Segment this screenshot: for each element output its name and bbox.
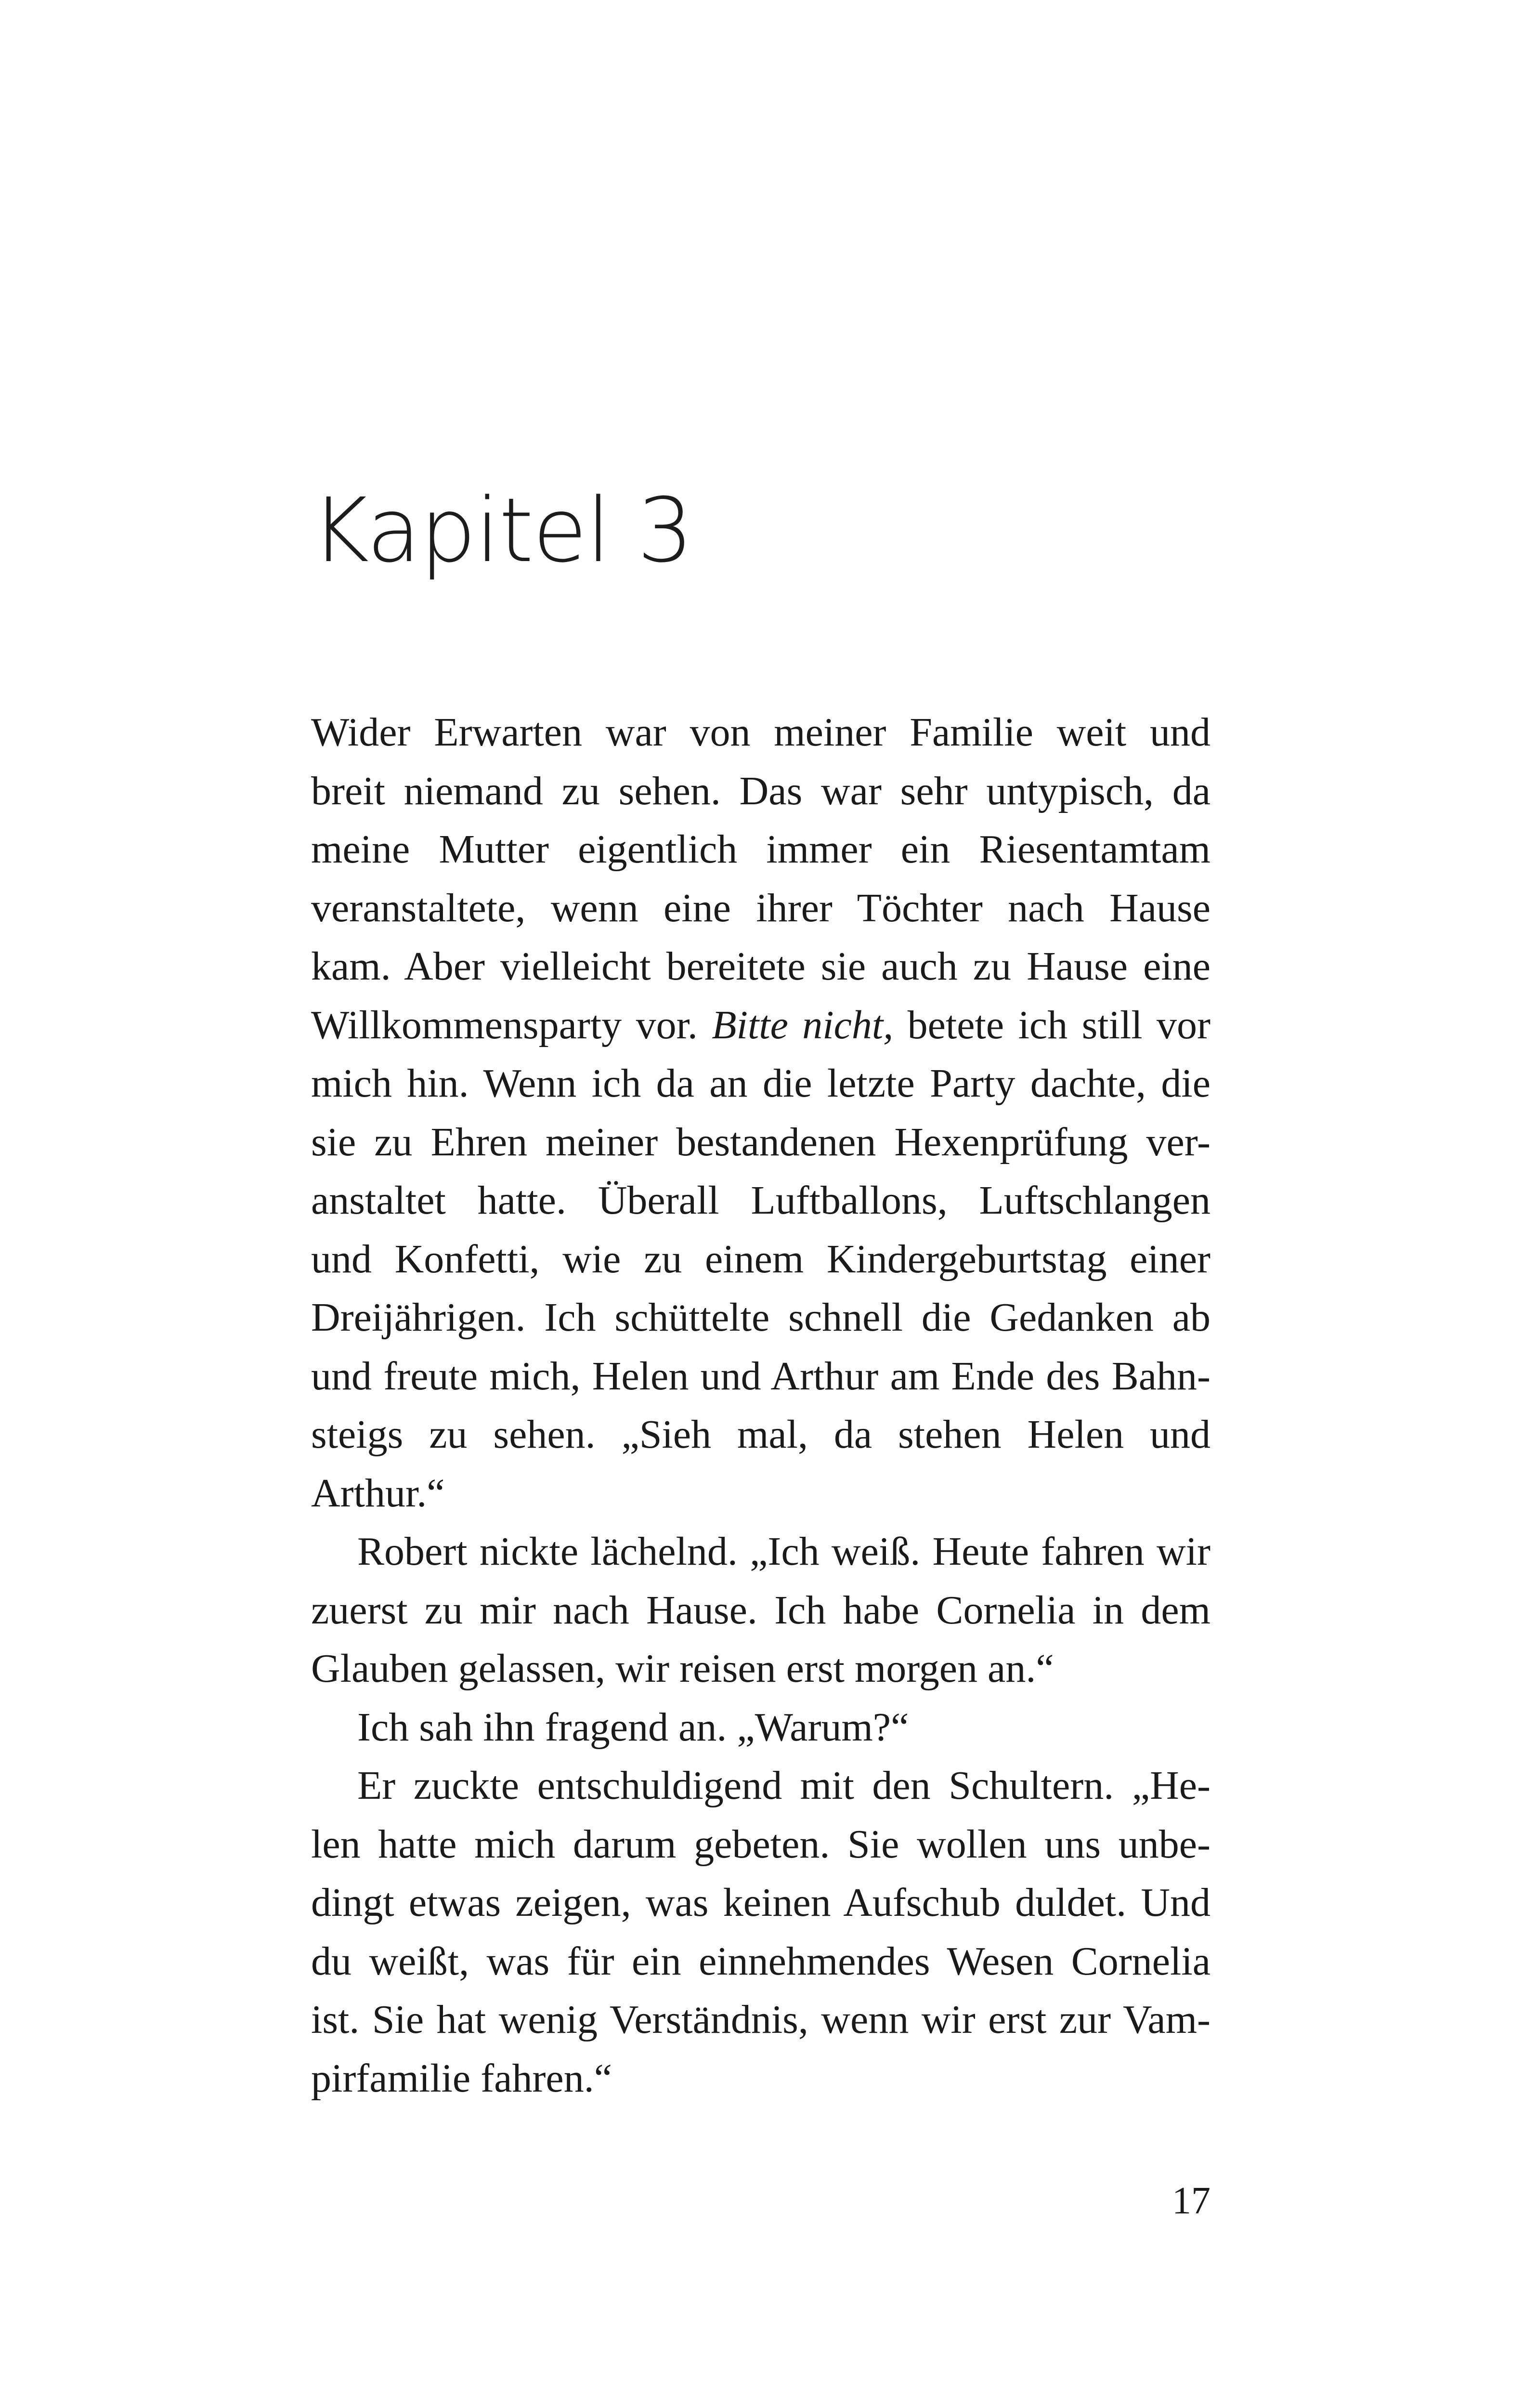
paragraph-4 [311,1756,1211,2107]
paragraph-2 [311,1522,1211,1698]
paragraph-3 [311,1698,1211,1757]
text-line: breit niemand zu sehen. Das war sehr untypisch, da [311,768,1211,813]
page-number: 17 [1172,2180,1211,2222]
text-line: Er zuckte entschuldigend mit den Schultern. „He- [357,1763,1211,1808]
text-line: ist. Sie hat wenig Verständnis, wenn wir erst zur Vam- [311,1997,1211,2042]
text-line: veranstaltete, wenn eine ihrer Töchter nach Hause [311,885,1211,930]
text-line: und Konfetti, wie zu einem Kindergeburtstag einer [311,1236,1211,1282]
emphasis-text: Bitte nicht, [712,1002,894,1047]
paragraph-1 [311,703,1211,1522]
text-line: Ich sah ihn fragend an. „Warum?“ [357,1704,909,1750]
text-line: kam. Aber vielleicht bereitete sie auch zu Hause eine [311,944,1211,989]
text-run: betete ich still vor [893,1002,1211,1047]
text-line: Arthur.“ [311,1470,445,1516]
text-line: Glauben gelassen, wir reisen erst morgen an.“ [311,1646,1054,1691]
text-line: sie zu Ehren meiner bestandenen Hexenprüfung ver- [311,1119,1211,1165]
text-line: Wider Erwarten war von meiner Familie weit und [311,710,1211,755]
text-line: und freute mich, Helen und Arthur am Ende des Bahn- [311,1353,1211,1399]
text-line: anstaltet hatte. Überall Luftballons, Luftschlangen [311,1178,1211,1223]
text-line: meine Mutter eigentlich immer ein Riesentamtam [311,827,1211,872]
body-text [311,703,1211,2107]
text-line: len hatte mich darum gebeten. Sie wollen uns unbe- [311,1821,1211,1867]
text-line: pirfamilie fahren.“ [311,2055,612,2101]
text-run: Willkommensparty vor. [311,1002,712,1047]
text-line-with-emphasis [311,996,1211,1055]
text-line: steigs zu sehen. „Sieh mal, da stehen Helen und [311,1412,1211,1457]
chapter-title: Kapitel 3 [311,479,693,582]
text-line: du weißt, was für ein einnehmendes Wesen Cornelia [311,1938,1211,1984]
text-line: zuerst zu mir nach Hause. Ich habe Cornelia in dem [311,1587,1211,1633]
text-line: mich hin. Wenn ich da an die letzte Party dachte, die [311,1061,1211,1106]
text-line: Robert nickte lächelnd. „Ich weiß. Heute fahren wir [357,1529,1211,1574]
text-line: dingt etwas zeigen, was keinen Aufschub duldet. Und [311,1880,1211,1925]
text-line: Dreijährigen. Ich schüttelte schnell die Gedanken ab [311,1295,1211,1340]
